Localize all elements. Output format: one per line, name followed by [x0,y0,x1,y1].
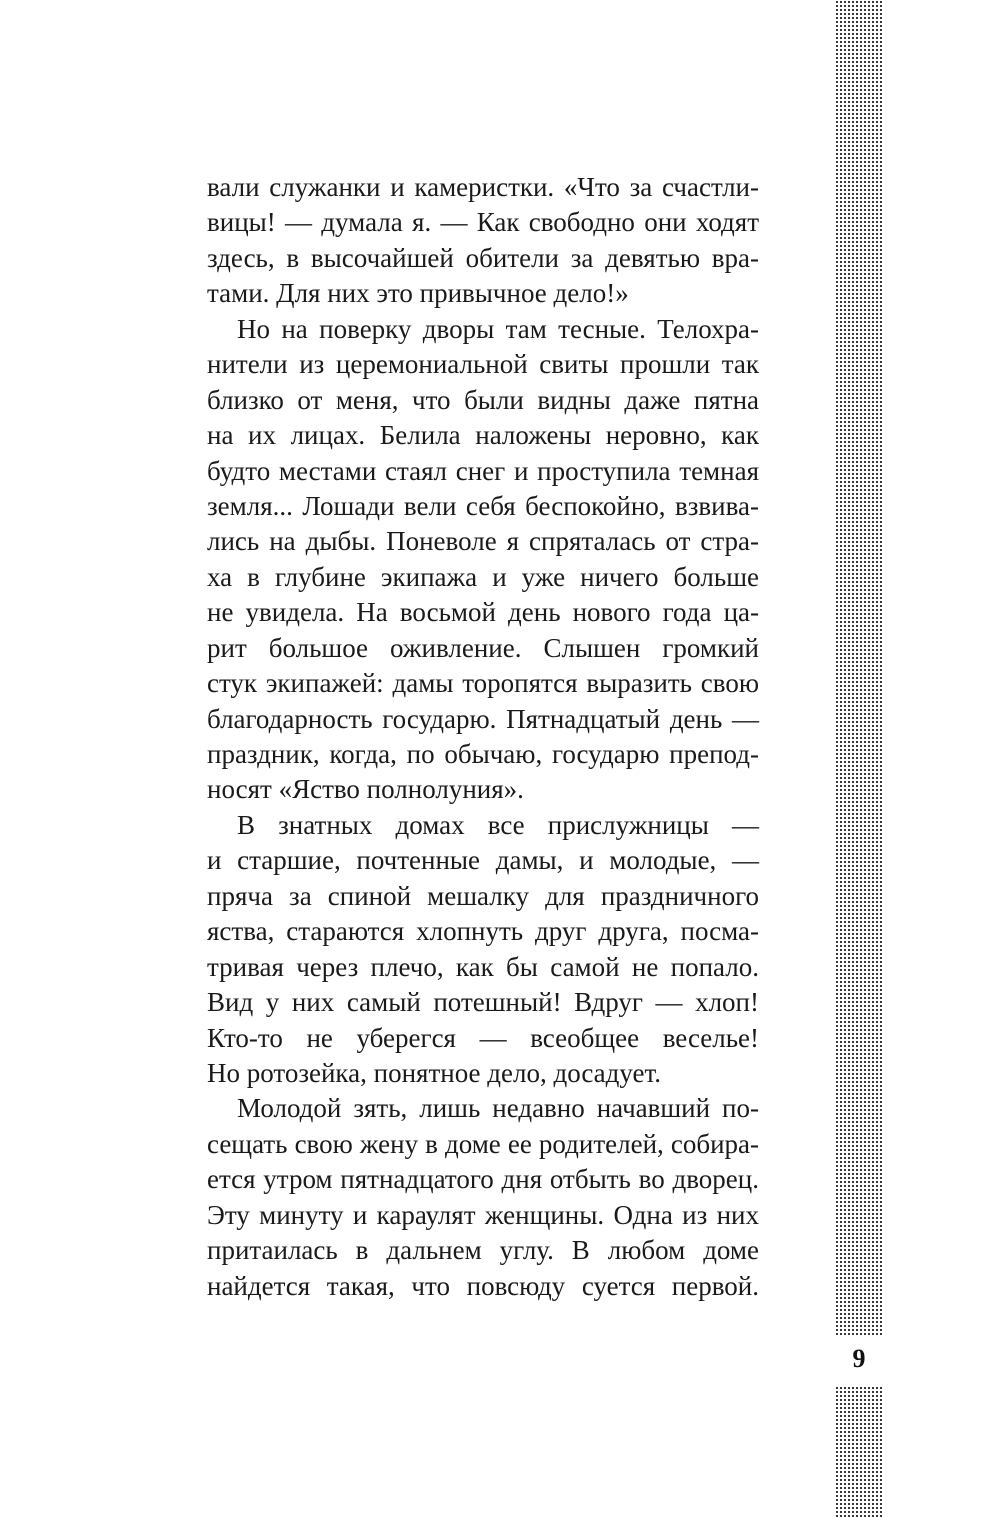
page-number: 9 [852,1344,866,1373]
text-line: вали служанки и камеристки. «Что за счастли- [207,172,759,202]
text-line: сещать свою жену в доме ее родителей, собира- [207,1128,759,1159]
text-line: тривая через плечо, как бы самой не попало. [207,951,759,982]
decorative-dot-border-top [835,0,883,1335]
text-line: будто местами стаял снег и проступила темная [207,455,759,486]
text-line: Но на поверку дворы там тесные. Телохра- [237,313,759,344]
text-line: и старшие, почтенные дамы, и молодые, — [207,845,759,876]
text-line: благодарность государю. Пятнадцатый день — [207,703,759,734]
text-line: Кто-то не уберегся — всеобщее веселье! [207,1022,759,1053]
text-line: нители из церемониальной свиты прошли так [207,349,759,380]
text-line: найдется такая, что повсюду суется первой. [207,1270,759,1301]
paragraph [207,312,759,808]
paragraph [207,808,759,1092]
text-line: земля... Лошади вели себя беспокойно, взвива- [207,490,759,521]
text-line: тами. Для них это привычное дело!» [207,278,629,309]
text-line: ется утром пятнадцатого дня отбыть во дворец. [207,1164,759,1195]
paragraph [207,1091,759,1304]
text-line: В знатных домах все прислужницы — [237,809,759,840]
text-line: лись на дыбы. Поневоле я спряталась от стра- [207,526,759,557]
text-line: Эту минуту и караулят женщины. Одна из них [207,1199,759,1230]
text-line: притаилась в дальнем углу. В любом доме [207,1235,759,1266]
body-text [207,170,759,1304]
text-line: Вид у них самый потешный! Вдруг — хлоп! [207,987,759,1018]
decorative-dot-border-bottom [835,1386,883,1517]
text-line: праздник, когда, по обычаю, государю препод- [207,739,759,769]
paragraph [207,170,759,312]
text-line: здесь, в высочайшей обители за девятью вра- [207,242,759,273]
text-line: стук экипажей: дамы торопятся выразить свою [207,668,759,699]
text-line: ха в глубине экипажа и уже ничего больше [207,561,759,592]
text-line: носят «Яство полнолуния». [207,774,524,805]
text-line: Но ротозейка, понятное дело, досадует. [207,1057,662,1088]
text-line: рит большое оживление. Слышен громкий [207,632,759,663]
text-line: пряча за спиной мешалку для праздничного [207,880,759,911]
text-line: не увидела. На восьмой день нового года ца- [207,597,759,628]
text-line: близко от меня, что были видны даже пятна [207,384,759,415]
text-line: Молодой зять, лишь недавно начавший по- [237,1093,759,1124]
text-line: вицы! — думала я. — Как свободно они ходят [207,207,759,238]
text-line: на их лицах. Белила наложены неровно, как [207,420,759,451]
text-line: яства, стараются хлопнуть друг друга, посма- [207,916,759,947]
